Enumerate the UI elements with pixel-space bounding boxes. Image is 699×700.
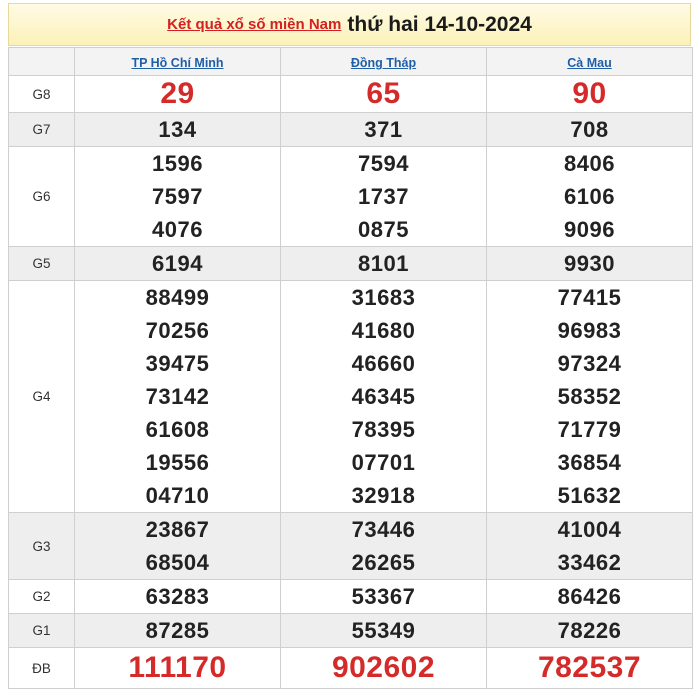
prize-number: 29: [160, 77, 195, 110]
province-link[interactable]: TP Hồ Chí Minh: [131, 56, 224, 70]
prize-row: [9, 580, 693, 614]
prize-cell: [281, 76, 487, 113]
prize-number: 41680: [351, 318, 416, 343]
prize-cell: [487, 648, 693, 689]
prize-cell: [281, 614, 487, 648]
prize-number: 19556: [145, 450, 210, 475]
prize-label: G7: [9, 113, 75, 147]
prize-number: 96983: [557, 318, 622, 343]
prize-number: 73446: [351, 517, 416, 542]
prize-number: 6194: [152, 251, 203, 276]
special-prize-number: 111170: [128, 651, 227, 684]
prize-number: 4076: [152, 217, 203, 242]
prize-row: [9, 247, 693, 281]
results-table: [8, 47, 693, 689]
prize-number: 73142: [145, 384, 210, 409]
prize-number: 65: [366, 77, 401, 110]
prize-label: G1: [9, 614, 75, 648]
prize-number: 31683: [351, 285, 416, 310]
prize-cell: [487, 513, 693, 580]
prize-number: 78395: [351, 417, 416, 442]
province-link[interactable]: Cà Mau: [567, 56, 612, 70]
prize-label: G6: [9, 147, 75, 247]
prize-number: 0875: [358, 217, 409, 242]
prize-number: 708: [570, 117, 609, 142]
prize-number: 6106: [564, 184, 615, 209]
region-results-link[interactable]: Kết quả xổ số miền Nam: [167, 16, 342, 33]
prize-number: 8101: [358, 251, 409, 276]
prize-cell: [281, 247, 487, 281]
prize-row: [9, 76, 693, 113]
province-header-row: [9, 48, 693, 76]
prize-row: [9, 113, 693, 147]
prize-label: G8: [9, 76, 75, 113]
prize-cell: [75, 580, 281, 614]
province-link[interactable]: Đồng Tháp: [350, 56, 417, 70]
prize-number: 26265: [351, 550, 416, 575]
prize-number: 77415: [557, 285, 622, 310]
prize-cell: [75, 113, 281, 147]
prize-number: 32918: [351, 483, 416, 508]
prize-number: 9930: [564, 251, 615, 276]
prize-number: 9096: [564, 217, 615, 242]
prize-number: 68504: [145, 550, 210, 575]
prize-number: 87285: [145, 618, 210, 643]
prize-number: 33462: [557, 550, 622, 575]
prize-number: 41004: [557, 517, 622, 542]
prize-cell: [281, 147, 487, 247]
prize-number: 51632: [557, 483, 622, 508]
prize-number: 46345: [351, 384, 416, 409]
province-header-cell: [281, 48, 487, 76]
prize-row: [9, 614, 693, 648]
prize-cell: [487, 247, 693, 281]
prize-cell: [75, 147, 281, 247]
prize-number: 07701: [351, 450, 416, 475]
prize-number: 134: [158, 117, 197, 142]
prize-number: 36854: [557, 450, 622, 475]
results-title-bar: [8, 3, 691, 46]
prize-number: 7597: [152, 184, 203, 209]
prize-cell: [281, 580, 487, 614]
special-prize-number: 902602: [331, 651, 436, 684]
prize-number: 7594: [358, 151, 409, 176]
prize-row: [9, 513, 693, 580]
prize-number: 70256: [145, 318, 210, 343]
prize-label: G2: [9, 580, 75, 614]
prize-number: 1596: [152, 151, 203, 176]
prize-number: 86426: [557, 584, 622, 609]
prize-label: G3: [9, 513, 75, 580]
prize-number: 61608: [145, 417, 210, 442]
prize-cell: [487, 281, 693, 513]
prize-cell: [487, 580, 693, 614]
prize-number: 55349: [351, 618, 416, 643]
prize-number: 371: [364, 117, 403, 142]
prize-row: [9, 648, 693, 689]
prize-cell: [75, 513, 281, 580]
province-header-cell: [487, 48, 693, 76]
prize-number: 39475: [145, 351, 210, 376]
prize-number: 97324: [557, 351, 622, 376]
prize-label: G4: [9, 281, 75, 513]
prize-number: 90: [572, 77, 607, 110]
prize-cell: [281, 281, 487, 513]
prize-number: 23867: [145, 517, 210, 542]
prize-cell: [75, 247, 281, 281]
prize-number: 46660: [351, 351, 416, 376]
prize-number: 1737: [358, 184, 409, 209]
prize-cell: [487, 76, 693, 113]
prize-label: G5: [9, 247, 75, 281]
prize-number: 53367: [351, 584, 416, 609]
header-corner-cell: [9, 48, 75, 76]
prize-row: [9, 147, 693, 247]
prize-number: 8406: [564, 151, 615, 176]
prize-number: 71779: [557, 417, 622, 442]
prize-label: ĐB: [9, 648, 75, 689]
prize-number: 58352: [557, 384, 622, 409]
prize-cell: [281, 648, 487, 689]
special-prize-number: 782537: [537, 651, 642, 684]
province-header-cell: [75, 48, 281, 76]
draw-date-title: thứ hai 14-10-2024: [347, 12, 532, 36]
prize-cell: [75, 76, 281, 113]
prize-cell: [75, 648, 281, 689]
prize-cell: [281, 113, 487, 147]
prize-cell: [75, 281, 281, 513]
prize-cell: [487, 147, 693, 247]
prize-cell: [487, 614, 693, 648]
prize-number: 63283: [145, 584, 210, 609]
prize-number: 88499: [145, 285, 210, 310]
prize-cell: [487, 113, 693, 147]
prize-cell: [75, 614, 281, 648]
prize-number: 04710: [145, 483, 210, 508]
prize-row: [9, 281, 693, 513]
prize-number: 78226: [557, 618, 622, 643]
prize-cell: [281, 513, 487, 580]
